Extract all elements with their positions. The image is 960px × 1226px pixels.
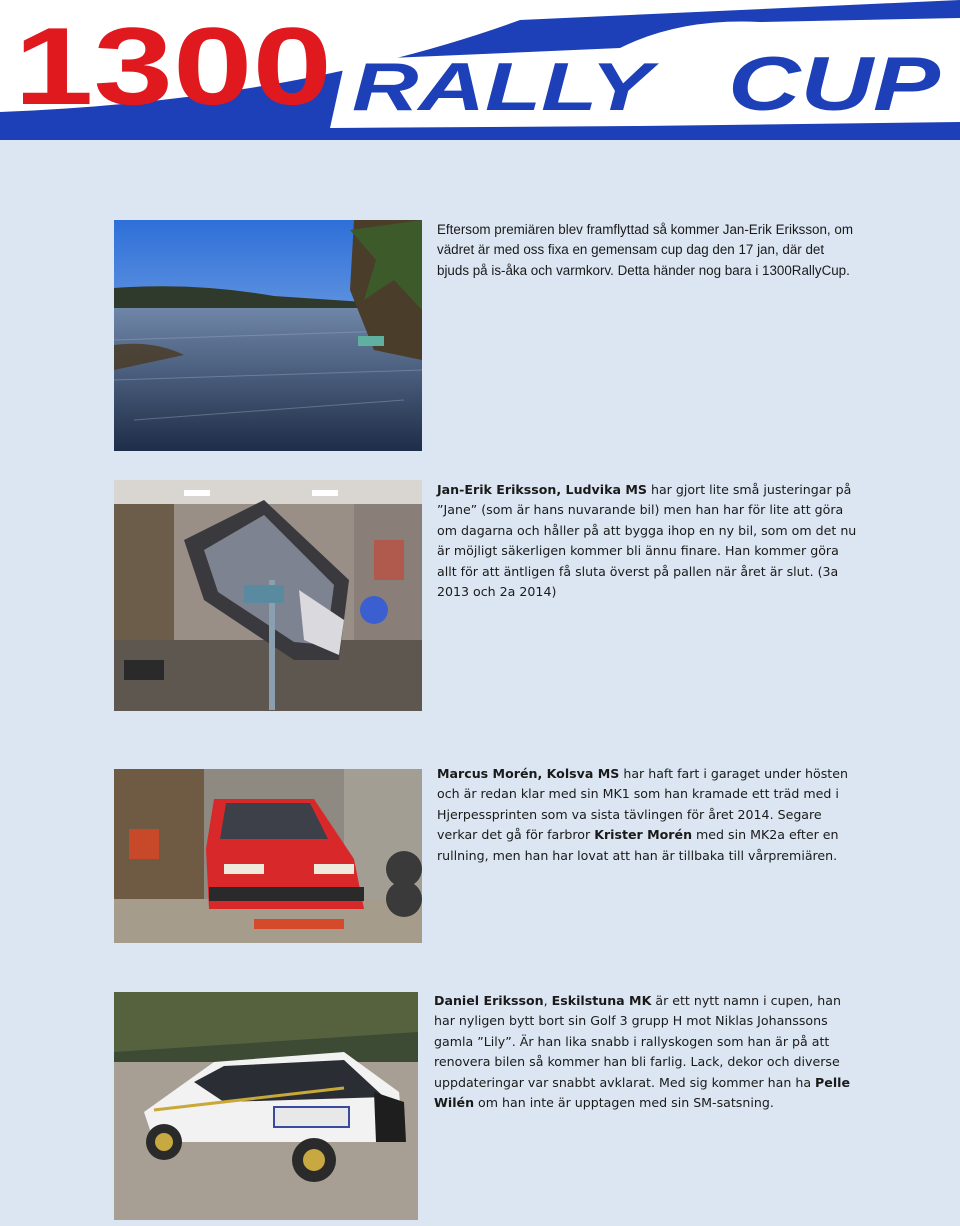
- article-2-paragraph: har gjort lite små justeringar på ”Jane” (som är hans nuvarande bil) men han har för lite att göra om dagarna och håller på att bygga ihop en ny bil, som om det nu är möjligt säkerligen kommer bli ännu finare. Han kommer göra allt för att äntligen få sluta överst på pallen när året är slut. (3a 2013 och 2a 2014): [437, 482, 857, 600]
- article-1-text: [437, 220, 857, 281]
- article-3-text: [437, 764, 857, 866]
- article-3-paragraph-b: med sin MK2a efter en rullning, men han har lovat att han är tillbaka till vårpremiären.: [437, 827, 839, 863]
- driver-name-2: Krister Morén: [594, 827, 693, 843]
- logo-number: 1300: [14, 5, 332, 128]
- header-banner: [0, 0, 960, 140]
- driver-name-2: Pelle Wilén: [434, 1074, 850, 1111]
- article-2-text: [437, 480, 857, 602]
- article-4-text: [434, 991, 854, 1113]
- article-4-paragraph-b: om han inte är upptagen med sin SM-satsning.: [474, 1095, 774, 1111]
- article-1-paragraph: Eftersom premiären blev framflyttad så kommer Jan-Erik Eriksson, om vädret är med oss fixa en gemensam cup dag den 17 jan, där det bjuds på is-åka och varmkorv. Detta händer nog bara i 1300RallyCup.: [437, 222, 853, 278]
- article-4-paragraph-a: är ett nytt namn i cupen, han har nyligen bytt bort sin Golf 3 grupp H mot Niklas Johanssons gamla ”Lily”. Är han lika snabb i rallyskogen som han är på att renovera bilen så kommer han bli farlig. Lack, dekor och diverse uppdateringar var snabbt avklarat. Med sig kommer han ha: [434, 993, 841, 1090]
- logo-graphic: [0, 0, 960, 140]
- frozen-lake-photo: [114, 220, 422, 451]
- club-name: Eskilstuna MK: [551, 993, 652, 1008]
- logo-word-rally: RALLY: [352, 49, 660, 125]
- white-rally-car-photo: [114, 992, 418, 1220]
- article-3-paragraph-a: har haft fart i garaget under hösten och är redan klar med sin MK1 som han kramade ett träd med i Hjerpessprinten som va sista tävlingen för året 2014. Segare verkar det gå för farbror: [437, 766, 848, 843]
- driver-name: Marcus Morén, Kolsva MS: [437, 766, 620, 781]
- driver-name: Jan-Erik Eriksson, Ludvika MS: [437, 482, 647, 497]
- driver-name: Daniel Eriksson: [434, 993, 544, 1008]
- logo-word-cup: CUP: [728, 42, 941, 127]
- garage-rotisserie-photo: [114, 480, 422, 711]
- name-separator: ,: [543, 993, 552, 1008]
- red-car-garage-photo: [114, 769, 422, 943]
